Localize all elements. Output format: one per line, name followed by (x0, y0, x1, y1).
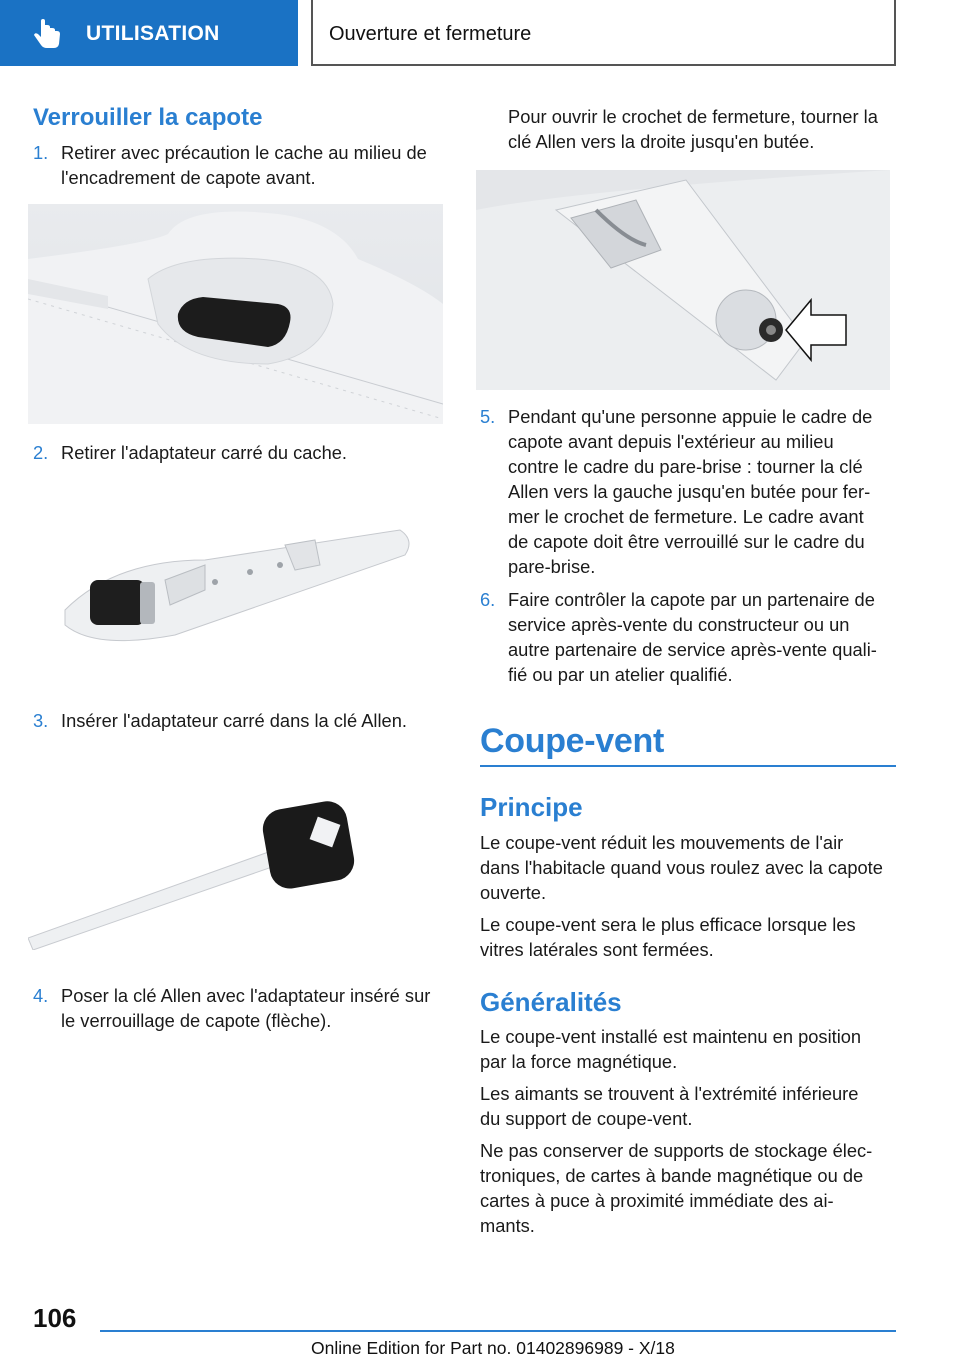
generalites-paragraph-2: Les aimants se trouvent à l'extrémité inférieure du support de coupe-vent. (480, 1083, 859, 1129)
edition-info: Online Edition for Part no. 01402896989 - X/18 (311, 1338, 675, 1358)
intro-paragraph: Pour ouvrir le crochet de fermeture, tourner la clé Allen vers la droite jusqu'en butée. (508, 106, 878, 152)
hand-pointer-icon (30, 17, 64, 51)
footer-rule (100, 1330, 896, 1332)
figure-adapter (55, 510, 415, 660)
section-title-coupe-vent: Coupe-vent (480, 722, 665, 760)
heading-verrouiller: Verrouiller la capote (33, 104, 263, 131)
generalites-paragraph-3: Ne pas conserver de supports de stockage élec- troniques, de cartes à bande magnétique ou de cartes à puce à proximité immédiate des ai- mants. (480, 1140, 873, 1236)
section-label: UTILISATION (86, 22, 220, 45)
section-tab[interactable] (0, 0, 298, 66)
figure-roof-cover (28, 204, 443, 424)
chapter-title: Ouverture et fermeture (329, 23, 532, 45)
figure-lock-arrow (476, 170, 890, 390)
section-rule (480, 765, 896, 767)
chapter-box (311, 0, 896, 66)
page-number: 106 (33, 1303, 77, 1333)
figure-allen-key (28, 790, 428, 950)
heading-generalites: Généralités (480, 987, 622, 1017)
generalites-paragraph-1: Le coupe-vent installé est maintenu en position par la force magnétique. (480, 1026, 862, 1072)
principe-paragraph-1: Le coupe-vent réduit les mouvements de l'air dans l'habitacle quand vous roulez avec la capote ouverte. (480, 832, 883, 903)
principe-paragraph-2: Le coupe-vent sera le plus efficace lorsque les vitres latérales sont fermées. (480, 914, 856, 960)
heading-principe: Principe (480, 792, 583, 822)
